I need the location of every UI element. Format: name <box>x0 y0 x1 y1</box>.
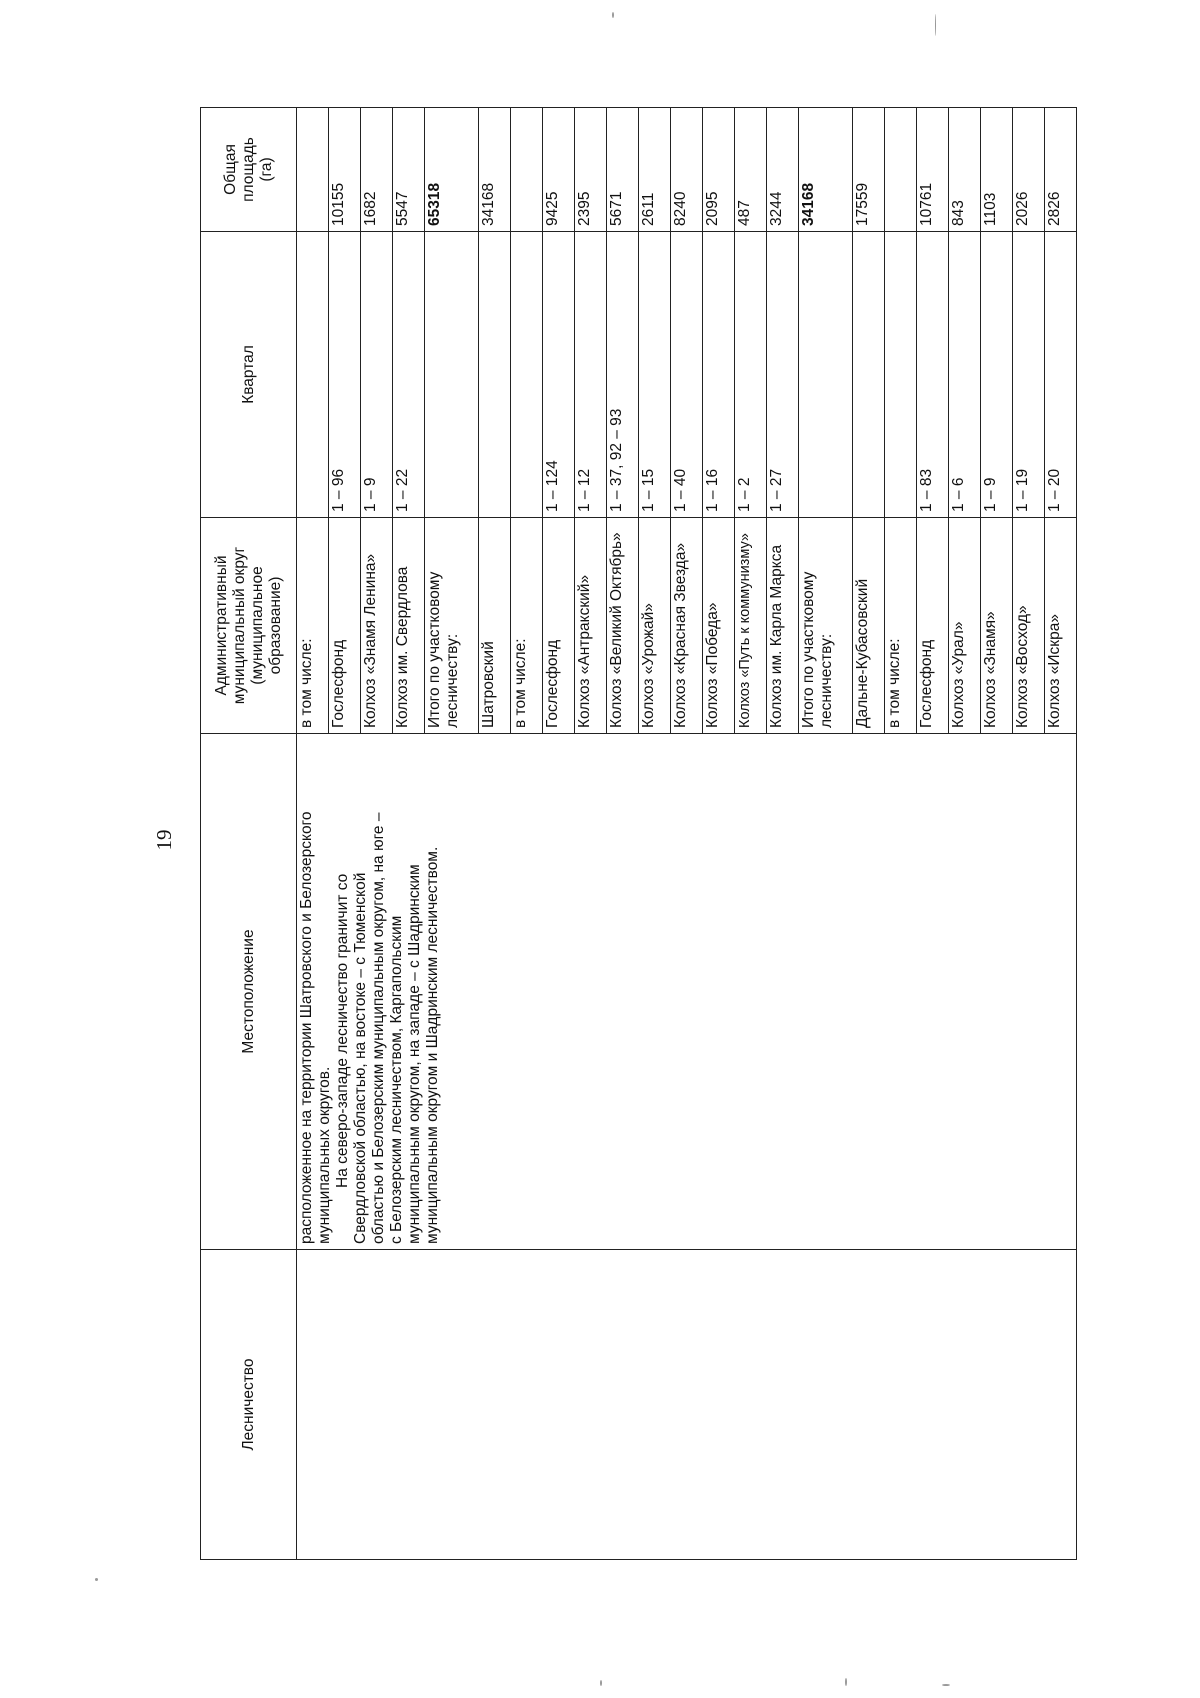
forestry-table <box>200 107 1077 1560</box>
forestry-table-rotated <box>200 108 1063 1560</box>
admin-cell: Колхоз «Великий Октябрь» <box>607 518 639 734</box>
header-location: Местоположение <box>201 734 297 1250</box>
admin-cell: Дальне-Кубасовский <box>853 518 885 734</box>
admin-cell: Колхоз им. Свердлова <box>393 518 425 734</box>
admin-cell: Шатровский <box>479 518 511 734</box>
header-admin: Административный муниципальный округ (муниципальное образование) <box>201 518 297 734</box>
quarter-cell: 1 – 22 <box>393 232 425 518</box>
quarter-cell: 1 – 20 <box>1045 232 1077 518</box>
admin-cell: Колхоз «Восход» <box>1013 518 1045 734</box>
admin-cell: Колхоз «Урожай» <box>639 518 671 734</box>
page-number: 19 <box>152 829 176 851</box>
quarter-cell: 1 – 9 <box>361 232 393 518</box>
area-cell: 34168 <box>479 108 511 232</box>
admin-cell: Колхоз «Урал» <box>949 518 981 734</box>
quarter-cell: 1 – 16 <box>703 232 735 518</box>
quarter-cell: 1 – 27 <box>767 232 799 518</box>
forestry-cell <box>297 1250 1077 1560</box>
quarter-cell <box>425 232 479 518</box>
area-cell: 2826 <box>1045 108 1077 232</box>
area-cell: 2026 <box>1013 108 1045 232</box>
scan-speck <box>600 1680 602 1686</box>
admin-cell: в том числе: <box>297 518 329 734</box>
admin-cell: Колхоз «Победа» <box>703 518 735 734</box>
quarter-cell: 1 – 9 <box>981 232 1013 518</box>
quarter-cell: 1 – 15 <box>639 232 671 518</box>
area-cell: 34168 <box>799 108 853 232</box>
scan-speck <box>942 1684 950 1686</box>
area-cell: 2395 <box>575 108 607 232</box>
quarter-cell <box>479 232 511 518</box>
area-cell: 65318 <box>425 108 479 232</box>
admin-cell: Гослесфонд <box>329 518 361 734</box>
area-cell: 3244 <box>767 108 799 232</box>
scan-speck <box>612 12 614 18</box>
quarter-cell <box>511 232 543 518</box>
quarter-cell <box>799 232 853 518</box>
area-cell: 17559 <box>853 108 885 232</box>
scan-speck <box>935 14 936 36</box>
area-cell: 5547 <box>393 108 425 232</box>
area-cell: 2611 <box>639 108 671 232</box>
quarter-cell: 1 – 2 <box>735 232 767 518</box>
area-cell <box>511 108 543 232</box>
quarter-cell: 1 – 12 <box>575 232 607 518</box>
location-cell: расположенное на территории Шатровского и Белозерского муниципальных округов. На северо-западе лесничество граничит со Свердловской областью, на востоке – с Тюменской областью и Белозерским муниципальным округом, на юге – с Белозерским лесничеством, Каргапольским муниципальным округом, на западе – с Шадринским муниципальным округом и Шадринским лесничеством. <box>297 734 1077 1250</box>
quarter-cell: 1 – 6 <box>949 232 981 518</box>
admin-cell: Итого по участковому лесничеству: <box>425 518 479 734</box>
area-cell: 10155 <box>329 108 361 232</box>
area-cell: 10761 <box>917 108 949 232</box>
area-cell: 1103 <box>981 108 1013 232</box>
area-cell: 1682 <box>361 108 393 232</box>
admin-cell: Колхоз «Знамя» <box>981 518 1013 734</box>
quarter-cell: 1 – 40 <box>671 232 703 518</box>
area-cell: 5671 <box>607 108 639 232</box>
admin-cell: Гослесфонд <box>917 518 949 734</box>
quarter-cell: 1 – 37, 92 – 93 <box>607 232 639 518</box>
table-row <box>297 108 329 1560</box>
header-quarter: Квартал <box>201 232 297 518</box>
quarter-cell <box>853 232 885 518</box>
quarter-cell <box>885 232 917 518</box>
header-area: Общая площадь (га) <box>201 108 297 232</box>
area-cell: 843 <box>949 108 981 232</box>
quarter-cell: 1 – 19 <box>1013 232 1045 518</box>
admin-cell: Гослесфонд <box>543 518 575 734</box>
scan-speck <box>845 1678 847 1686</box>
header-forestry: Лесничество <box>201 1250 297 1560</box>
quarter-cell: 1 – 96 <box>329 232 361 518</box>
admin-cell: Колхоз «Искра» <box>1045 518 1077 734</box>
admin-cell: Колхоз «Антракский» <box>575 518 607 734</box>
admin-cell: Колхоз «Путь к коммунизму» <box>735 518 767 734</box>
area-cell: 9425 <box>543 108 575 232</box>
quarter-cell <box>297 232 329 518</box>
area-cell: 487 <box>735 108 767 232</box>
area-cell: 8240 <box>671 108 703 232</box>
scan-speck <box>95 1578 98 1581</box>
area-cell: 2095 <box>703 108 735 232</box>
area-cell <box>297 108 329 232</box>
quarter-cell: 1 – 83 <box>917 232 949 518</box>
admin-cell: в том числе: <box>511 518 543 734</box>
admin-cell: Колхоз им. Карла Маркса <box>767 518 799 734</box>
area-cell <box>885 108 917 232</box>
admin-cell: в том числе: <box>885 518 917 734</box>
header-row <box>201 108 297 1560</box>
admin-cell: Колхоз «Красная Звезда» <box>671 518 703 734</box>
quarter-cell: 1 – 124 <box>543 232 575 518</box>
admin-cell: Итого по участковому лесничеству: <box>799 518 853 734</box>
admin-cell: Колхоз «Знамя Ленина» <box>361 518 393 734</box>
